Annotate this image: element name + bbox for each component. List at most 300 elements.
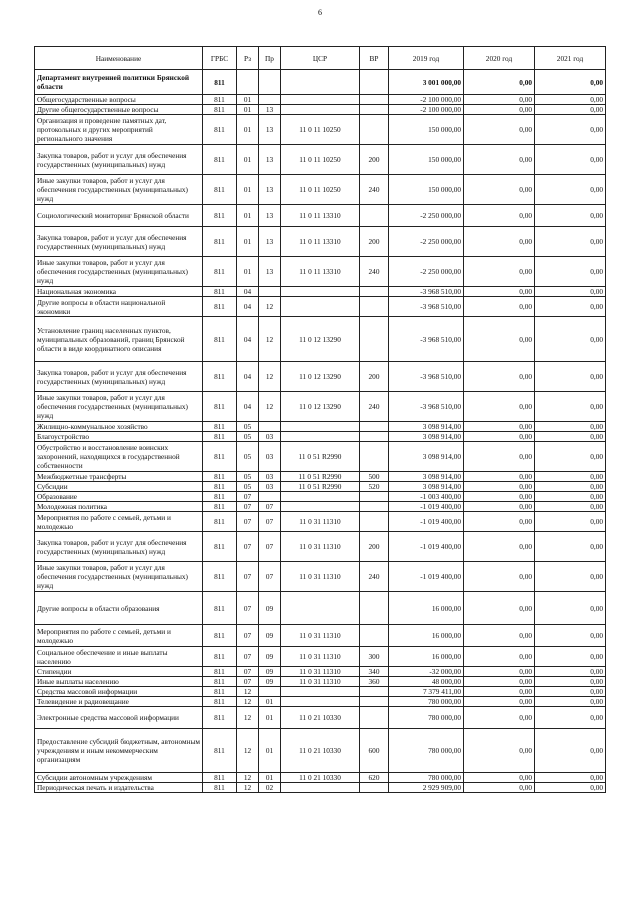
cell-2019: -1 019 400,00: [389, 532, 464, 562]
cell-vr: 500: [360, 472, 389, 482]
cell-2019: 3 001 000,00: [389, 70, 464, 95]
table-row: [35, 562, 606, 592]
col-header-grbs: ГРБС: [203, 47, 237, 70]
cell-vr: [360, 432, 389, 442]
cell-name: Другие вопросы в области образования: [35, 592, 203, 625]
cell-2020: 0,00: [464, 95, 535, 105]
cell-2021: 0,00: [535, 783, 606, 793]
cell-2019: 16 000,00: [389, 647, 464, 667]
cell-2019: -1 019 400,00: [389, 562, 464, 592]
table-row: [35, 227, 606, 257]
cell-grbs: 811: [203, 145, 237, 175]
cell-csr: [281, 502, 360, 512]
cell-2020: 0,00: [464, 512, 535, 532]
cell-rz: 01: [237, 205, 259, 227]
table-row: [35, 442, 606, 472]
cell-2020: 0,00: [464, 105, 535, 115]
cell-2019: -2 250 000,00: [389, 205, 464, 227]
table-row: [35, 432, 606, 442]
cell-pr: 13: [259, 115, 281, 145]
table-row: [35, 502, 606, 512]
cell-csr: 11 0 11 10250: [281, 175, 360, 205]
cell-name: Молодежная политика: [35, 502, 203, 512]
cell-rz: 07: [237, 562, 259, 592]
cell-csr: 11 0 21 10330: [281, 707, 360, 729]
cell-2021: 0,00: [535, 95, 606, 105]
cell-rz: [237, 70, 259, 95]
cell-csr: 11 0 51 R2990: [281, 472, 360, 482]
cell-rz: 07: [237, 677, 259, 687]
cell-2019: -2 250 000,00: [389, 257, 464, 287]
cell-vr: [360, 512, 389, 532]
cell-2021: 0,00: [535, 227, 606, 257]
cell-csr: [281, 697, 360, 707]
cell-2021: 0,00: [535, 773, 606, 783]
cell-2020: 0,00: [464, 432, 535, 442]
cell-vr: 240: [360, 257, 389, 287]
cell-csr: 11 0 11 13310: [281, 205, 360, 227]
cell-2021: 0,00: [535, 625, 606, 647]
cell-2021: 0,00: [535, 115, 606, 145]
cell-pr: 09: [259, 667, 281, 677]
cell-2019: 3 098 914,00: [389, 422, 464, 432]
cell-csr: [281, 687, 360, 697]
table-row: [35, 392, 606, 422]
cell-2020: 0,00: [464, 297, 535, 317]
cell-pr: 07: [259, 562, 281, 592]
cell-csr: 11 0 31 11310: [281, 512, 360, 532]
cell-2019: -2 100 000,00: [389, 95, 464, 105]
cell-name: Межбюджетные трансферты: [35, 472, 203, 482]
cell-2020: 0,00: [464, 687, 535, 697]
cell-pr: 03: [259, 472, 281, 482]
table-row: [35, 592, 606, 625]
cell-name: Стипендии: [35, 667, 203, 677]
cell-grbs: 811: [203, 472, 237, 482]
cell-2020: 0,00: [464, 562, 535, 592]
cell-pr: 03: [259, 432, 281, 442]
cell-grbs: 811: [203, 647, 237, 667]
cell-2019: 16 000,00: [389, 592, 464, 625]
cell-2020: 0,00: [464, 592, 535, 625]
cell-2021: 0,00: [535, 677, 606, 687]
cell-vr: 600: [360, 729, 389, 773]
cell-csr: 11 0 12 13290: [281, 317, 360, 362]
cell-2020: 0,00: [464, 677, 535, 687]
cell-grbs: 811: [203, 442, 237, 472]
table-row: [35, 145, 606, 175]
cell-rz: 07: [237, 592, 259, 625]
cell-rz: 01: [237, 175, 259, 205]
table-row: [35, 297, 606, 317]
table-row: [35, 175, 606, 205]
cell-pr: 09: [259, 677, 281, 687]
cell-csr: [281, 95, 360, 105]
cell-2019: -3 968 510,00: [389, 287, 464, 297]
cell-csr: 11 0 51 R2990: [281, 442, 360, 472]
cell-2021: 0,00: [535, 105, 606, 115]
cell-rz: 04: [237, 287, 259, 297]
cell-csr: [281, 592, 360, 625]
cell-grbs: 811: [203, 317, 237, 362]
cell-vr: 360: [360, 677, 389, 687]
cell-2020: 0,00: [464, 317, 535, 362]
cell-2019: 16 000,00: [389, 625, 464, 647]
cell-name: Благоустройство: [35, 432, 203, 442]
cell-csr: 11 0 51 R2990: [281, 482, 360, 492]
cell-vr: [360, 95, 389, 105]
cell-rz: 12: [237, 687, 259, 697]
cell-2019: 780 000,00: [389, 707, 464, 729]
cell-name: Иные закупки товаров, работ и услуг для обеспечения государственных (муниципальных) нужд: [35, 562, 203, 592]
cell-2021: 0,00: [535, 145, 606, 175]
cell-2021: 0,00: [535, 392, 606, 422]
cell-name: Иные закупки товаров, работ и услуг для обеспечения государственных (муниципальных) нужд: [35, 257, 203, 287]
cell-2020: 0,00: [464, 362, 535, 392]
col-header-2019: 2019 год: [389, 47, 464, 70]
cell-grbs: 811: [203, 625, 237, 647]
cell-2020: 0,00: [464, 145, 535, 175]
cell-name: Субсидии: [35, 482, 203, 492]
table-row: [35, 773, 606, 783]
table-body: [35, 70, 606, 793]
cell-2019: 3 098 914,00: [389, 482, 464, 492]
cell-rz: 01: [237, 145, 259, 175]
cell-csr: [281, 70, 360, 95]
cell-2019: 3 098 914,00: [389, 432, 464, 442]
cell-name: Другие общегосударственные вопросы: [35, 105, 203, 115]
cell-csr: 11 0 21 10330: [281, 773, 360, 783]
cell-rz: 05: [237, 472, 259, 482]
cell-grbs: 811: [203, 729, 237, 773]
cell-rz: 12: [237, 707, 259, 729]
cell-2020: 0,00: [464, 70, 535, 95]
cell-grbs: 811: [203, 677, 237, 687]
cell-csr: [281, 297, 360, 317]
cell-rz: 12: [237, 729, 259, 773]
cell-grbs: 811: [203, 707, 237, 729]
cell-pr: 07: [259, 512, 281, 532]
cell-2019: 150 000,00: [389, 115, 464, 145]
cell-vr: [360, 707, 389, 729]
budget-table: [34, 46, 606, 793]
cell-grbs: 811: [203, 432, 237, 442]
cell-2021: 0,00: [535, 532, 606, 562]
cell-vr: [360, 592, 389, 625]
col-header-vr: ВР: [360, 47, 389, 70]
cell-2019: 7 379 411,00: [389, 687, 464, 697]
cell-name: Закупка товаров, работ и услуг для обеспечения государственных (муниципальных) нужд: [35, 227, 203, 257]
cell-grbs: 811: [203, 422, 237, 432]
cell-grbs: 811: [203, 532, 237, 562]
cell-pr: 02: [259, 783, 281, 793]
cell-grbs: 811: [203, 257, 237, 287]
cell-csr: 11 0 31 11310: [281, 532, 360, 562]
cell-vr: 200: [360, 145, 389, 175]
cell-rz: 05: [237, 432, 259, 442]
table-row: [35, 707, 606, 729]
cell-vr: [360, 492, 389, 502]
cell-2020: 0,00: [464, 175, 535, 205]
cell-2020: 0,00: [464, 707, 535, 729]
cell-2021: 0,00: [535, 472, 606, 482]
table-row: [35, 105, 606, 115]
cell-name: Средства массовой информации: [35, 687, 203, 697]
cell-2019: 780 000,00: [389, 729, 464, 773]
cell-pr: 07: [259, 502, 281, 512]
cell-2021: 0,00: [535, 687, 606, 697]
cell-grbs: 811: [203, 227, 237, 257]
table-row: [35, 687, 606, 697]
cell-2019: -1 003 400,00: [389, 492, 464, 502]
cell-name: Национальная экономика: [35, 287, 203, 297]
cell-pr: 01: [259, 729, 281, 773]
cell-name: Департамент внутренней политики Брянской области: [35, 70, 203, 95]
cell-vr: [360, 422, 389, 432]
cell-vr: 200: [360, 532, 389, 562]
cell-2020: 0,00: [464, 532, 535, 562]
cell-rz: 07: [237, 492, 259, 502]
table-row: [35, 783, 606, 793]
cell-2021: 0,00: [535, 362, 606, 392]
cell-vr: [360, 70, 389, 95]
cell-grbs: 811: [203, 362, 237, 392]
cell-2019: 2 929 909,00: [389, 783, 464, 793]
cell-vr: [360, 783, 389, 793]
cell-vr: 200: [360, 227, 389, 257]
cell-2019: -3 968 510,00: [389, 317, 464, 362]
cell-vr: [360, 442, 389, 472]
cell-grbs: 811: [203, 502, 237, 512]
cell-rz: 01: [237, 227, 259, 257]
cell-2019: -32 000,00: [389, 667, 464, 677]
cell-2020: 0,00: [464, 667, 535, 677]
cell-pr: 07: [259, 532, 281, 562]
table-row: [35, 257, 606, 287]
cell-2019: 780 000,00: [389, 697, 464, 707]
cell-grbs: 811: [203, 667, 237, 677]
cell-vr: [360, 105, 389, 115]
cell-2019: 48 000,00: [389, 677, 464, 687]
table-row: [35, 317, 606, 362]
cell-name: Мероприятия по работе с семьей, детьми и молодежью: [35, 625, 203, 647]
cell-pr: 13: [259, 105, 281, 115]
cell-2019: -1 019 400,00: [389, 502, 464, 512]
cell-2021: 0,00: [535, 287, 606, 297]
cell-2019: 150 000,00: [389, 145, 464, 175]
cell-2019: 3 098 914,00: [389, 442, 464, 472]
cell-vr: 620: [360, 773, 389, 783]
cell-pr: 09: [259, 647, 281, 667]
cell-2020: 0,00: [464, 773, 535, 783]
cell-pr: 13: [259, 205, 281, 227]
cell-2020: 0,00: [464, 257, 535, 287]
cell-csr: [281, 783, 360, 793]
table-row: [35, 697, 606, 707]
cell-vr: [360, 317, 389, 362]
cell-vr: [360, 687, 389, 697]
cell-2021: 0,00: [535, 432, 606, 442]
cell-2021: 0,00: [535, 482, 606, 492]
cell-2019: -1 019 400,00: [389, 512, 464, 532]
cell-name: Мероприятия по работе с семьей, детьми и молодежью: [35, 512, 203, 532]
cell-2021: 0,00: [535, 592, 606, 625]
cell-pr: [259, 422, 281, 432]
cell-pr: 13: [259, 175, 281, 205]
col-header-2020: 2020 год: [464, 47, 535, 70]
cell-2020: 0,00: [464, 482, 535, 492]
table-row: [35, 729, 606, 773]
cell-csr: 11 0 11 13310: [281, 227, 360, 257]
cell-pr: 09: [259, 592, 281, 625]
cell-name: Обустройство и восстановление воинских захоронений, находящихся в государственной собственности: [35, 442, 203, 472]
cell-rz: 01: [237, 115, 259, 145]
cell-rz: 12: [237, 773, 259, 783]
cell-name: Закупка товаров, работ и услуг для обеспечения государственных (муниципальных) нужд: [35, 532, 203, 562]
cell-2019: -3 968 510,00: [389, 362, 464, 392]
cell-rz: 07: [237, 502, 259, 512]
cell-name: Субсидии автономным учреждениям: [35, 773, 203, 783]
cell-2021: 0,00: [535, 205, 606, 227]
cell-csr: 11 0 11 10250: [281, 115, 360, 145]
cell-2021: 0,00: [535, 512, 606, 532]
cell-csr: [281, 492, 360, 502]
table-row: [35, 667, 606, 677]
cell-rz: 04: [237, 297, 259, 317]
cell-name: Телевидение и радиовещание: [35, 697, 203, 707]
cell-2021: 0,00: [535, 647, 606, 667]
cell-pr: 03: [259, 442, 281, 472]
cell-rz: 07: [237, 667, 259, 677]
table-row: [35, 287, 606, 297]
cell-name: Образование: [35, 492, 203, 502]
cell-2020: 0,00: [464, 697, 535, 707]
table-row: [35, 472, 606, 482]
cell-rz: 01: [237, 95, 259, 105]
table-header-row: [35, 47, 606, 70]
cell-2020: 0,00: [464, 625, 535, 647]
cell-grbs: 811: [203, 392, 237, 422]
cell-2021: 0,00: [535, 707, 606, 729]
cell-2019: -2 250 000,00: [389, 227, 464, 257]
col-header-2021: 2021 год: [535, 47, 606, 70]
cell-name: Иные выплаты населению: [35, 677, 203, 687]
cell-vr: 300: [360, 647, 389, 667]
cell-grbs: 811: [203, 70, 237, 95]
cell-2021: 0,00: [535, 317, 606, 362]
cell-grbs: 811: [203, 105, 237, 115]
cell-csr: [281, 287, 360, 297]
table-row: [35, 115, 606, 145]
cell-pr: 01: [259, 707, 281, 729]
cell-csr: 11 0 31 11310: [281, 647, 360, 667]
cell-pr: [259, 95, 281, 105]
cell-csr: 11 0 31 11310: [281, 677, 360, 687]
table-row: [35, 205, 606, 227]
cell-2021: 0,00: [535, 492, 606, 502]
cell-name: Закупка товаров, работ и услуг для обеспечения государственных (муниципальных) нужд: [35, 362, 203, 392]
cell-rz: 04: [237, 392, 259, 422]
cell-2020: 0,00: [464, 729, 535, 773]
cell-2021: 0,00: [535, 697, 606, 707]
cell-rz: 05: [237, 442, 259, 472]
cell-csr: [281, 422, 360, 432]
cell-csr: 11 0 31 11310: [281, 667, 360, 677]
cell-grbs: 811: [203, 175, 237, 205]
table-row: [35, 677, 606, 687]
cell-name: Установление границ населенных пунктов, муниципальных образований, границ Брянской области в виде координатного описания: [35, 317, 203, 362]
cell-rz: 07: [237, 512, 259, 532]
col-header-name: Наименование: [35, 47, 203, 70]
cell-2020: 0,00: [464, 205, 535, 227]
cell-vr: [360, 502, 389, 512]
page-number: 6: [318, 8, 322, 17]
cell-2019: 150 000,00: [389, 175, 464, 205]
cell-rz: 12: [237, 783, 259, 793]
cell-name: Социологический мониторинг Брянской области: [35, 205, 203, 227]
cell-2021: 0,00: [535, 257, 606, 287]
table-row: [35, 362, 606, 392]
cell-grbs: 811: [203, 562, 237, 592]
cell-pr: [259, 492, 281, 502]
cell-rz: 07: [237, 647, 259, 667]
table-row: [35, 647, 606, 667]
cell-rz: 05: [237, 422, 259, 432]
cell-2019: -2 100 000,00: [389, 105, 464, 115]
cell-rz: 01: [237, 105, 259, 115]
cell-rz: 04: [237, 362, 259, 392]
cell-name: Общегосударственные вопросы: [35, 95, 203, 105]
cell-vr: 520: [360, 482, 389, 492]
cell-2020: 0,00: [464, 502, 535, 512]
cell-vr: 200: [360, 362, 389, 392]
cell-grbs: 811: [203, 205, 237, 227]
cell-pr: [259, 287, 281, 297]
cell-2021: 0,00: [535, 562, 606, 592]
cell-pr: 12: [259, 392, 281, 422]
cell-csr: 11 0 11 13310: [281, 257, 360, 287]
cell-2021: 0,00: [535, 422, 606, 432]
cell-2021: 0,00: [535, 502, 606, 512]
table-row: [35, 95, 606, 105]
cell-rz: 07: [237, 532, 259, 562]
cell-vr: 240: [360, 562, 389, 592]
cell-2020: 0,00: [464, 115, 535, 145]
cell-vr: 340: [360, 667, 389, 677]
cell-rz: 12: [237, 697, 259, 707]
cell-grbs: 811: [203, 697, 237, 707]
cell-2020: 0,00: [464, 647, 535, 667]
cell-csr: 11 0 31 11310: [281, 625, 360, 647]
cell-2020: 0,00: [464, 227, 535, 257]
cell-grbs: 811: [203, 687, 237, 697]
table-row: [35, 70, 606, 95]
cell-grbs: 811: [203, 482, 237, 492]
cell-pr: 13: [259, 257, 281, 287]
table-row: [35, 532, 606, 562]
cell-csr: [281, 432, 360, 442]
cell-grbs: 811: [203, 773, 237, 783]
cell-rz: 01: [237, 257, 259, 287]
cell-2020: 0,00: [464, 287, 535, 297]
cell-2019: -3 968 510,00: [389, 392, 464, 422]
cell-vr: [360, 625, 389, 647]
cell-pr: [259, 687, 281, 697]
cell-grbs: 811: [203, 115, 237, 145]
cell-vr: [360, 287, 389, 297]
cell-2020: 0,00: [464, 442, 535, 472]
cell-name: Закупка товаров, работ и услуг для обеспечения государственных (муниципальных) нужд: [35, 145, 203, 175]
